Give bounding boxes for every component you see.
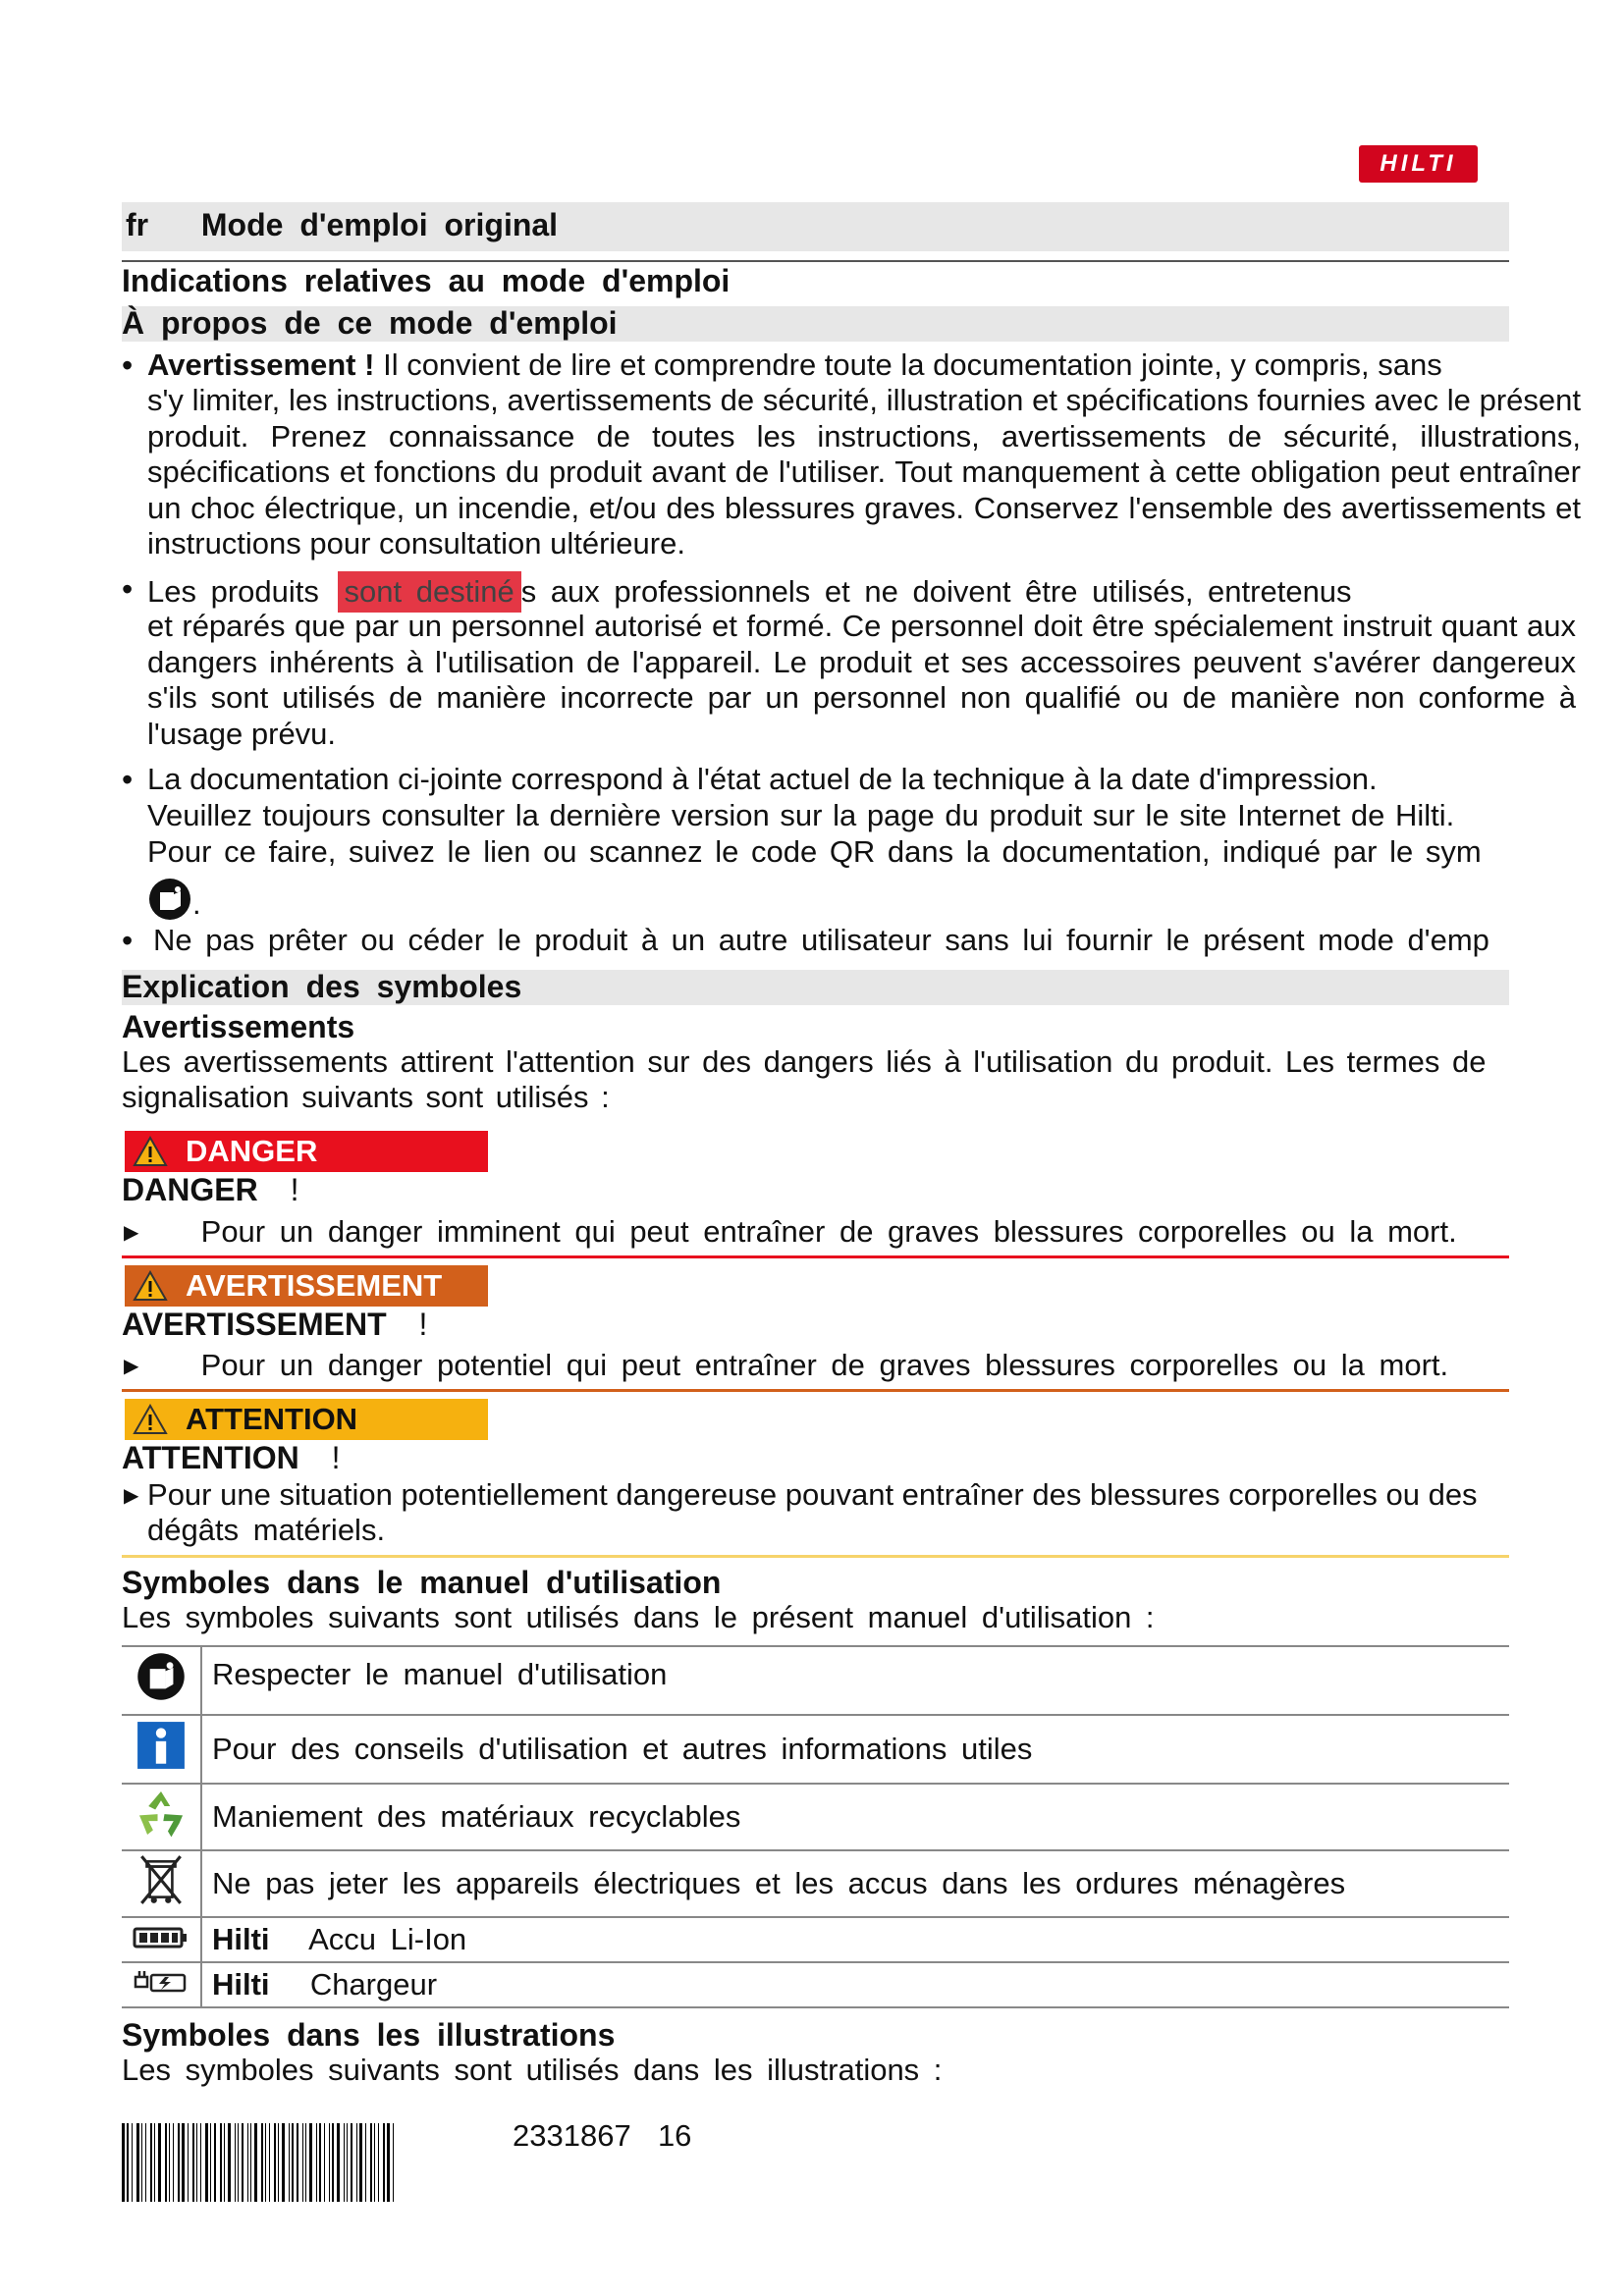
no-trash-icon	[135, 1852, 187, 1907]
barcode-bar	[165, 2123, 167, 2202]
barcode-bar	[141, 2123, 142, 2202]
barcode-bar	[205, 2123, 208, 2202]
document-number: 2331867 16	[513, 2118, 692, 2153]
barcode-bar	[289, 2123, 290, 2202]
hilti-logo: HILTI	[1359, 145, 1478, 183]
read-manual-icon	[147, 877, 192, 922]
caution-tag: ATTENTION	[125, 1399, 488, 1440]
table-row	[122, 1917, 1509, 1962]
barcode-bar	[351, 2123, 352, 2202]
language-code: fr	[126, 207, 149, 242]
barcode-bar	[127, 2123, 129, 2202]
barcode-bar	[182, 2123, 185, 2202]
section-heading: Symboles dans les illustrations	[122, 2017, 616, 2053]
barcode-bar	[242, 2123, 244, 2202]
bullet-dot: •	[122, 762, 134, 797]
table-row	[122, 1784, 1509, 1850]
bullet-3-line1: La documentation ci-jointe correspond à l'état actuel de la technique à la date d'impression.	[147, 762, 1378, 796]
warning-text: ▶ Pour un danger potentiel qui peut entraîner de graves blessures corporelles ou la mort.	[124, 1348, 1449, 1382]
barcode-bar	[136, 2123, 139, 2202]
barcode-bar	[387, 2123, 390, 2202]
symbol-description: Maniement des matériaux recyclables	[201, 1784, 1509, 1850]
battery-icon	[133, 1926, 189, 1949]
barcode-bar	[188, 2123, 189, 2202]
recycle-icon	[133, 1785, 189, 1842]
barcode-bar	[224, 2123, 225, 2202]
bullet-3-end: .	[147, 877, 201, 922]
warnings-intro-line2: signalisation suivants sont utilisés :	[122, 1080, 610, 1114]
warning-divider	[122, 1389, 1509, 1392]
barcode-bar	[210, 2123, 211, 2202]
barcode-bar	[282, 2123, 285, 2202]
barcode-bar	[365, 2123, 366, 2202]
symbol-description: Respecter le manuel d'utilisation	[201, 1646, 1509, 1715]
barcode-bar	[200, 2123, 201, 2202]
caution-text: ▶ Pour une situation potentiellement dangereuse pouvant entraîner des blessures corporelles ou des	[124, 1477, 1478, 1512]
barcode-bar	[337, 2123, 340, 2202]
barcode-bar	[347, 2123, 348, 2202]
barcode-bar	[196, 2123, 197, 2202]
symbol-description: Pour des conseils d'utilisation et autres informations utiles	[201, 1715, 1509, 1784]
barcode-bar	[132, 2123, 133, 2202]
barcode-bar	[265, 2123, 266, 2202]
barcode-bar	[220, 2123, 222, 2202]
danger-text: ▶ Pour un danger imminent qui peut entraîner de graves blessures corporelles ou la mort.	[124, 1214, 1457, 1249]
barcode-bar	[238, 2123, 239, 2202]
caution-divider	[122, 1555, 1509, 1558]
subheading: À propos de ce mode d'emploi	[122, 305, 618, 341]
barcode-bar	[169, 2123, 170, 2202]
barcode-bar	[374, 2123, 375, 2202]
barcode-bar	[192, 2123, 194, 2202]
barcode	[122, 2123, 479, 2202]
barcode-bar	[359, 2123, 362, 2202]
caution-text-line2: dégâts matériels.	[147, 1513, 386, 1547]
battery-label: Hilti Accu Li-Ion	[201, 1917, 1509, 1962]
barcode-bar	[150, 2123, 152, 2202]
barcode-bar	[329, 2123, 330, 2202]
barcode-bar	[378, 2123, 379, 2202]
warning-triangle-icon	[133, 1270, 168, 1302]
barcode-bar	[344, 2123, 345, 2202]
bullet-3-line3: Pour ce faire, suivez le lien ou scannez le code QR dans la documentation, indiqué par le sym	[147, 834, 1482, 869]
table-row	[122, 1962, 1509, 2007]
barcode-bar	[235, 2123, 236, 2202]
table-row	[122, 1715, 1509, 1784]
barcode-bar	[173, 2123, 174, 2202]
barcode-bar	[309, 2123, 312, 2202]
barcode-bar	[158, 2123, 161, 2202]
highlight-marker: sont destiné	[338, 571, 521, 613]
barcode-bar	[324, 2123, 325, 2202]
barcode-bar	[393, 2123, 394, 2202]
barcode-bar	[356, 2123, 357, 2202]
barcode-bar	[278, 2123, 279, 2202]
barcode-bar	[214, 2123, 216, 2202]
barcode-bar	[297, 2123, 298, 2202]
bullet-2-line1: Les produits sont destiné s aux professionnels et ne doivent être utilisés, entretenus	[147, 571, 1352, 613]
barcode-bar	[250, 2123, 251, 2202]
bullet-dot: •	[122, 347, 134, 383]
divider	[122, 260, 1509, 262]
symbols-table	[122, 1645, 1509, 2008]
subheading: Avertissements	[122, 1009, 355, 1044]
triangle-bullet-icon: ▶	[124, 1485, 139, 1507]
barcode-bar	[247, 2123, 248, 2202]
barcode-bar	[319, 2123, 321, 2202]
barcode-bar	[145, 2123, 146, 2202]
read-manual-icon	[135, 1651, 187, 1702]
bullet-1-text: s'y limiter, les instructions, avertissements de sécurité, illustration et spécifications fournies avec le présent produit. Prenez connaissance de toutes les instructions, avertissements de sécurité, illustrations, spécifications et fonctions du produit avant de l'utiliser. Tout manquement à cette obligation peut entraîner un choc électrique, un incendie, et/ou des blessures graves. Conservez l'ensemble des avertissements et instructions pour consultation ultérieure.	[147, 383, 1581, 561]
symbols-intro: Les symboles suivants sont utilisés dans le présent manuel d'utilisation :	[122, 1600, 1155, 1634]
bullet-1-line1: Avertissement ! Il convient de lire et comprendre toute la documentation jointe, y compris, sans	[147, 347, 1442, 382]
page-title: Mode d'emploi original	[200, 207, 559, 242]
barcode-bar	[154, 2123, 155, 2202]
barcode-bar	[383, 2123, 385, 2202]
warning-tag: AVERTISSEMENT	[125, 1265, 488, 1307]
section-heading: Indications relatives au mode d'emploi	[122, 263, 731, 298]
triangle-bullet-icon: ▶	[124, 1356, 139, 1377]
barcode-bar	[122, 2123, 125, 2202]
barcode-bar	[269, 2123, 270, 2202]
danger-title: DANGER !	[122, 1172, 299, 1207]
warning-triangle-icon	[133, 1404, 168, 1435]
symbol-description: Ne pas jeter les appareils électriques et les accus dans les ordures ménagères	[201, 1850, 1509, 1917]
danger-divider	[122, 1255, 1509, 1258]
warnings-intro-line1: Les avertissements attirent l'attention sur des dangers liés à l'utilisation du produit. Les termes de	[122, 1044, 1487, 1079]
caution-title: ATTENTION !	[122, 1440, 341, 1475]
triangle-bullet-icon: ▶	[124, 1222, 139, 1244]
barcode-bar	[302, 2123, 303, 2202]
barcode-bar	[254, 2123, 257, 2202]
warning-triangle-icon	[133, 1136, 168, 1167]
barcode-bar	[292, 2123, 294, 2202]
bullet-4-text: Ne pas prêter ou céder le produit à un autre utilisateur sans lui fournir le présent mode d'emp	[153, 923, 1489, 957]
bullet-dot: •	[122, 571, 134, 607]
barcode-bar	[228, 2123, 231, 2202]
table-row	[122, 1646, 1509, 1715]
barcode-bar	[316, 2123, 317, 2202]
header-title-row	[126, 207, 558, 242]
charger-icon	[132, 1967, 190, 1995]
section-heading: Symboles dans le manuel d'utilisation	[122, 1565, 722, 1600]
info-icon	[135, 1720, 187, 1771]
barcode-bar	[274, 2123, 276, 2202]
illustrations-intro: Les symboles suivants sont utilisés dans les illustrations :	[122, 2053, 943, 2087]
warning-title: AVERTISSEMENT !	[122, 1307, 428, 1342]
danger-tag: DANGER	[125, 1131, 488, 1172]
bullet-2-text: et réparés que par un personnel autorisé et formé. Ce personnel doit être spécialement instruit quant aux dangers inhérents à l'utilisation de l'appareil. Le produit et ses accessoires peuvent s'avérer dangereux s'ils sont utilisés de manière incorrecte par un personnel non qualifié ou de manière non conforme à l'usage prévu.	[147, 609, 1576, 751]
bullet-3-line2: Veuillez toujours consulter la dernière version sur la page du produit sur le site Internet de Hilti.	[147, 798, 1455, 832]
barcode-bar	[178, 2123, 180, 2202]
bullet-dot: •	[122, 923, 134, 958]
barcode-bar	[305, 2123, 306, 2202]
barcode-bar	[370, 2123, 372, 2202]
barcode-bar	[332, 2123, 334, 2202]
charger-label: Hilti Chargeur	[201, 1962, 1509, 2007]
section-heading: Explication des symboles	[122, 969, 522, 1004]
barcode-bar	[261, 2123, 263, 2202]
table-row	[122, 1850, 1509, 1917]
